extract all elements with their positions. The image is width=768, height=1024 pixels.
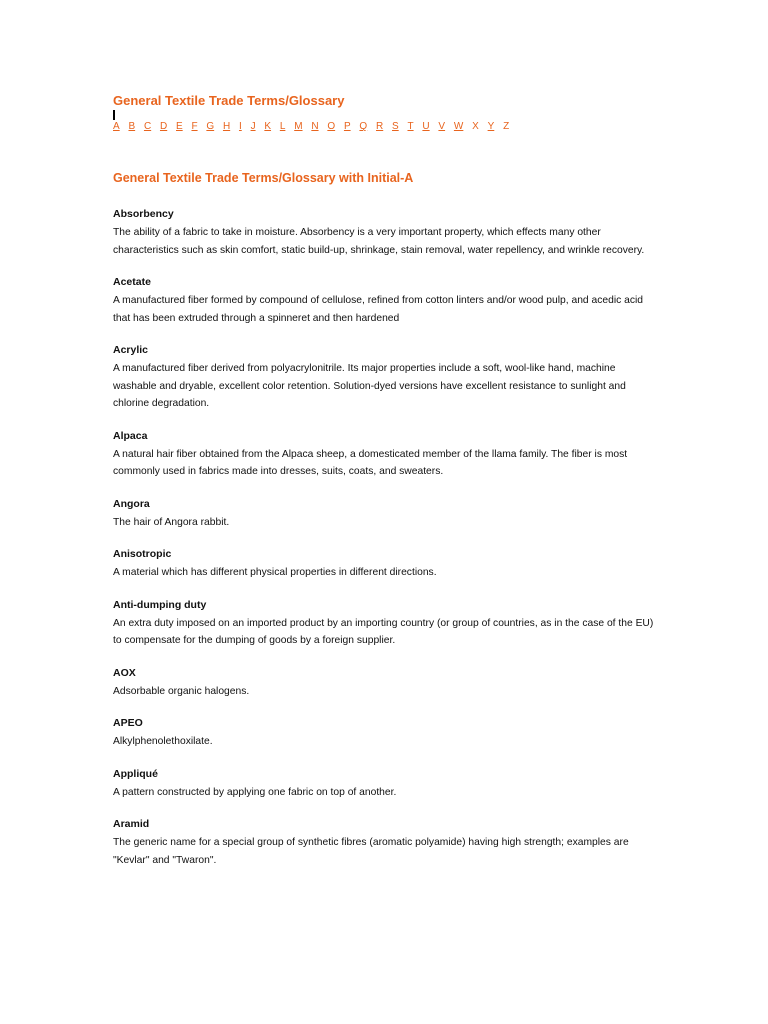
glossary-entry <box>113 598 658 650</box>
glossary-definition: A pattern constructed by applying one fabric on top of another. <box>113 786 397 798</box>
section-title: General Textile Trade Terms/Glossary with Initial-A <box>113 171 414 185</box>
alphabet-link-t[interactable]: T <box>407 121 414 132</box>
alphabet-link-b[interactable]: B <box>128 121 136 132</box>
text-cursor-icon <box>113 110 115 120</box>
glossary-term: Anisotropic <box>113 548 172 560</box>
glossary-entry <box>113 767 658 802</box>
glossary-definition: A material which has different physical properties in different directions. <box>113 567 437 578</box>
glossary-definition: Alkylphenolethoxilate. <box>113 736 213 747</box>
alphabet-link-y[interactable]: Y <box>487 121 495 132</box>
glossary-definition: A natural hair fiber obtained from the Alpaca sheep, a domesticated member of the llama family. The fiber is most commonly used in fabrics made into dresses, suits, coats, and sweaters. <box>113 448 628 477</box>
alphabet-link-o[interactable]: O <box>327 121 336 132</box>
glossary-entry <box>113 343 658 413</box>
glossary-term: Anti-dumping duty <box>113 598 207 611</box>
glossary-definition: A manufactured fiber derived from polyacrylonitrile. Its major properties include a soft, wool-like hand, machine washable and dryable, excellent color retention. Solution-dyed versions have excellent resistance to sunlight and chlorine degradation. <box>113 363 626 409</box>
alphabet-link-w[interactable]: W <box>453 121 464 132</box>
glossary-page <box>113 92 658 866</box>
glossary-entry <box>113 207 658 259</box>
glossary-term: APEO <box>113 717 143 729</box>
alphabet-link-x: X <box>472 121 479 132</box>
glossary-term: Alpaca <box>113 429 148 442</box>
glossary-term: Acrylic <box>113 344 149 356</box>
glossary-definition: The hair of Angora rabbit. <box>113 516 230 528</box>
alphabet-link-d[interactable]: D <box>159 121 168 132</box>
alphabet-link-m[interactable]: M <box>294 121 303 132</box>
glossary-term: Appliqué <box>113 767 158 780</box>
glossary-entry <box>113 429 658 481</box>
alphabet-link-e[interactable]: E <box>176 121 183 132</box>
alphabet-link-n[interactable]: N <box>311 121 319 132</box>
alphabet-link-s[interactable]: S <box>392 121 399 132</box>
page-title: General Textile Trade Terms/Glossary <box>113 93 345 108</box>
glossary-term: AOX <box>113 666 136 679</box>
alphabet-link-f[interactable]: F <box>191 121 198 132</box>
alphabet-index-nav <box>113 121 658 133</box>
alphabet-link-j[interactable]: J <box>250 121 256 132</box>
alphabet-link-c[interactable]: C <box>143 121 152 132</box>
alphabet-link-k[interactable]: K <box>264 121 272 132</box>
glossary-entries <box>113 207 658 885</box>
alphabet-link-i[interactable]: I <box>238 121 242 132</box>
glossary-definition: An extra duty imposed on an imported product by an importing country (or group of countries, as in the case of the EU) to compensate for the dumping of goods by a foreign supplier. <box>113 617 654 646</box>
glossary-entry <box>113 275 658 327</box>
glossary-definition: The ability of a fabric to take in moisture. Absorbency is a very important property, which effects many other characteristics such as skin comfort, static build-up, shrinkage, stain removal, water repellency, and wrinkle recovery. <box>113 227 645 256</box>
alphabet-link-q[interactable]: Q <box>359 121 368 132</box>
alphabet-link-p[interactable]: P <box>343 121 351 132</box>
glossary-entry <box>113 716 658 751</box>
alphabet-link-v[interactable]: V <box>438 121 446 132</box>
glossary-definition: Adsorbable organic halogens. <box>113 685 250 697</box>
alphabet-link-r[interactable]: R <box>375 121 384 132</box>
glossary-entry <box>113 547 658 582</box>
glossary-term: Angora <box>113 497 150 510</box>
alphabet-link-u[interactable]: U <box>422 121 430 132</box>
alphabet-link-g[interactable]: G <box>206 121 215 132</box>
alphabet-link-a[interactable]: A <box>113 121 120 132</box>
glossary-entry <box>113 666 658 701</box>
alphabet-link-l[interactable]: L <box>279 121 286 132</box>
glossary-entry <box>113 817 658 869</box>
glossary-term: Aramid <box>113 818 150 830</box>
alphabet-link-z: Z <box>503 121 510 132</box>
glossary-entry <box>113 497 658 532</box>
alphabet-link-h[interactable]: H <box>222 121 231 132</box>
glossary-definition: A manufactured fiber formed by compound of cellulose, refined from cotton linters and/or wood pulp, and acedic acid that has been extruded through a spinneret and then hardened <box>113 295 644 324</box>
glossary-term: Absorbency <box>113 208 174 220</box>
glossary-definition: The generic name for a special group of synthetic fibres (aromatic polyamide) having high strength; examples are "Kevlar" and "Twaron". <box>113 837 629 866</box>
glossary-term: Acetate <box>113 276 151 288</box>
